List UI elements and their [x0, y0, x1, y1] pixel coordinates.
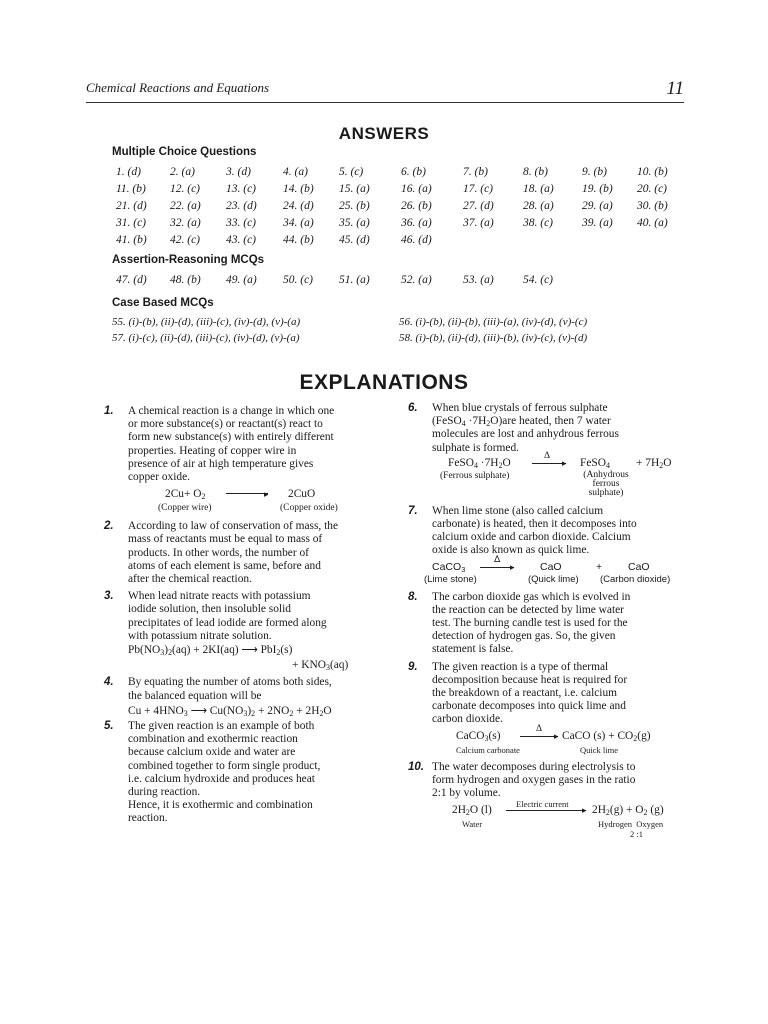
- mcq-answer: 34. (a): [283, 217, 314, 229]
- item-number: 1.: [104, 405, 114, 417]
- mcq-answer: 28. (a): [523, 200, 554, 212]
- text-line: When lime stone (also called calcium: [432, 504, 604, 517]
- assertion-answer: 47. (d): [116, 274, 147, 286]
- assertion-answer: 50. (c): [283, 274, 314, 286]
- mcq-answer: 15. (a): [339, 183, 370, 195]
- text-line: combined together to form single product,: [128, 759, 321, 772]
- explanation-5: [104, 720, 380, 826]
- text-line: during reaction.: [128, 786, 201, 799]
- text-line: sulphate is formed.: [432, 441, 519, 454]
- text-line: When blue crystals of ferrous sulphate: [432, 402, 608, 414]
- mcq-answer: 19. (b): [582, 183, 613, 195]
- assertion-answer: 52. (a): [401, 274, 432, 286]
- text-line: According to law of conservation of mass, the: [128, 520, 339, 533]
- explanations-heading: EXPLANATIONS: [299, 371, 469, 394]
- text-line: molecules are lost and anhydrous ferrous: [432, 428, 619, 441]
- explanation-2: [104, 520, 380, 586]
- text-line: products. In other words, the number of: [128, 546, 309, 559]
- assertion-answer: 48. (b): [170, 274, 201, 286]
- equation: $Cu + 4HNO_3$ ⟶ $Cu(NO_3)_2 + 2NO_2 + 2H_2O$: [128, 704, 332, 718]
- mcq-answer: 3. (d): [226, 166, 251, 178]
- text-line: test. The burning candle test is used for the: [432, 617, 628, 630]
- text-line: carbonate) is heated, then it decomposes into: [432, 518, 637, 531]
- mcq-answer: 14. (b): [283, 183, 314, 195]
- text-line: decomposition because heat is required for: [432, 673, 628, 686]
- text-line: When lead nitrate reacts with potassium: [128, 590, 311, 603]
- eq-label: (Anhydrous ferrous sulphate): [583, 469, 629, 498]
- explanations-right-column: [408, 402, 690, 840]
- mcq-answer: 22. (a): [170, 200, 201, 212]
- text-line: combination and exothermic reaction: [128, 733, 298, 746]
- item-number: 10.: [408, 760, 424, 773]
- equation-labels: [432, 818, 690, 828]
- item-number: 7.: [408, 504, 418, 517]
- eq-product: 2CuO: [288, 488, 316, 501]
- text-line: calcium oxide and carbon dioxide. Calcium: [432, 531, 631, 544]
- mcq-answer: 42. (c): [170, 234, 201, 246]
- assertion-answer: 49. (a): [226, 274, 257, 286]
- text-line: the reaction can be detected by lime water: [432, 603, 624, 616]
- equation-labels: [424, 573, 690, 587]
- mcq-answer: 35. (a): [339, 217, 370, 229]
- delta-symbol: Δ: [536, 723, 543, 734]
- text-line: (FeSO$_4$ $\cdot 7H_2O)are$ heated, then 7 water: [432, 415, 611, 429]
- mcq-answer: 6. (b): [401, 166, 426, 178]
- mcq-answer: 8. (b): [523, 166, 548, 178]
- mcq-answer: 26. (b): [401, 200, 432, 212]
- mcq-answer: 13. (c): [226, 183, 257, 195]
- text-line: properties. Heating of copper wire in: [128, 444, 297, 457]
- mcq-answer: 24. (d): [283, 200, 314, 212]
- equation: CaCO$_3$(s) Δ ▸ CaCO $(s) + CO_2(g)$: [456, 723, 651, 743]
- mcq-answer: 9. (b): [582, 166, 607, 178]
- text-line: i.e. calcium hydroxide and produces heat: [128, 772, 315, 785]
- equation: CaCO$_3$ Δ ▸ CaO + CaO: [432, 553, 650, 574]
- mcq-answer: 21. (d): [116, 200, 147, 212]
- text-line: form hydrogen and oxygen gases in the ratio: [432, 773, 636, 786]
- text-line: statement is false.: [432, 643, 514, 656]
- page-header: [86, 80, 684, 103]
- mcq-answer: 25. (b): [339, 200, 370, 212]
- explanation-10: [408, 761, 690, 839]
- text-line: 2:1 by volume.: [432, 787, 501, 800]
- text-line: The carbon dioxide gas which is evolved in: [432, 590, 631, 603]
- eq-label: Quick lime: [580, 744, 619, 755]
- mcq-answer: 40. (a): [637, 217, 668, 229]
- item-number: 5.: [104, 720, 114, 733]
- text-line: or more substance(s) or reactant(s) react to: [128, 418, 323, 431]
- eq-label: (Lime stone): [424, 573, 477, 585]
- chapter-title: Chemical Reactions and Equations: [86, 80, 270, 95]
- text-line: By equating the number of atoms both sides,: [128, 676, 332, 689]
- case-answer-58: 58. (i)-(b), (ii)-(d), (iii)-(b), (iv)-(c), (v)-(d): [399, 332, 588, 344]
- assertion-answer: 54. (c): [523, 274, 554, 286]
- delta-symbol: Δ: [544, 450, 551, 461]
- arrow-icon: [532, 463, 566, 464]
- mcq-answer: 7. (b): [463, 166, 488, 178]
- mcq-answer: 38. (c): [523, 217, 554, 229]
- arrow-icon: [520, 736, 558, 737]
- equation: $2Cu+ O_2$ ▸ 2CuO: [165, 488, 316, 502]
- eq-sub: 2: [201, 492, 206, 502]
- mcq-answer: 33. (c): [226, 217, 257, 229]
- mcq-answer: 18. (a): [523, 183, 554, 195]
- mcq-answer: 5. (c): [339, 166, 364, 178]
- text-line: A chemical reaction is a change in which one: [128, 405, 335, 417]
- equation: $Pb(NO_3)_2(aq) + 2KI(aq)$ ⟶ PbI$_2$(s): [128, 644, 293, 658]
- equation-labels: [128, 503, 380, 514]
- text-line: copper oxide.: [128, 471, 190, 484]
- mcq-heading: Multiple Choice Questions: [112, 146, 257, 158]
- case-answer-57: 57. (i)-(c), (ii)-(d), (iii)-(c), (iv)-(d), (v)-(a): [112, 332, 300, 344]
- mcq-answer: 1. (d): [116, 166, 141, 178]
- text-line: presence of air at high temperature gives: [128, 457, 314, 470]
- mcq-answer: 29. (a): [582, 200, 613, 212]
- case-answer-55: 55. (i)-(b), (ii)-(d), (iii)-(c), (iv)-(d), (v)-(a): [112, 316, 301, 328]
- text-line: The water decomposes during electrolysis to: [432, 760, 636, 773]
- mcq-answer: 46. (d): [401, 234, 432, 246]
- text-line: The given reaction is a type of thermal: [432, 660, 609, 673]
- text-line: form new substance(s) with entirely different: [128, 431, 334, 444]
- text-line: atoms of each element is same, before and: [128, 559, 321, 572]
- explanations-left-column: [104, 405, 380, 828]
- case-based-heading: Case Based MCQs: [112, 297, 214, 309]
- text-line: Hence, it is exothermic and combination: [128, 799, 313, 812]
- explanation-9: [408, 661, 690, 755]
- mcq-answer: 32. (a): [170, 217, 201, 229]
- equation-labels: [432, 471, 690, 503]
- text-line: detection of hydrogen gas. So, the given: [432, 630, 616, 643]
- explanation-4: [104, 676, 380, 718]
- answers-heading: ANSWERS: [338, 124, 430, 143]
- eq-label: Calcium carbonate: [456, 744, 520, 755]
- mcq-answer: 4. (a): [283, 166, 308, 178]
- equation: FeSO$_4$ $\cdot 7H_2O$ Δ ▸ FeSO$_4$ + $7H_2O$: [448, 450, 672, 470]
- mcq-answer: 41. (b): [116, 234, 147, 246]
- assertion-reasoning-heading: Assertion-Reasoning MCQs: [112, 254, 265, 266]
- text-line: The given reaction is an example of both: [128, 720, 315, 733]
- explanation-8: [408, 591, 690, 657]
- text-line: iodide solution, then insoluble solid: [128, 603, 291, 616]
- item-number: 4.: [104, 676, 114, 689]
- text-line: carbon dioxide.: [432, 713, 503, 726]
- condition-label: Electric current: [516, 799, 569, 810]
- text-line: after the chemical reaction.: [128, 573, 252, 586]
- text-line: with potassium nitrate solution.: [128, 629, 272, 642]
- mcq-answer: 30. (b): [637, 200, 668, 212]
- mcq-answer: 16. (a): [401, 183, 432, 195]
- text-line: precipitates of lead iodide are formed along: [128, 616, 327, 629]
- item-number: 8.: [408, 590, 418, 603]
- mcq-answer: 43. (c): [226, 234, 257, 246]
- text-line: because calcium oxide and water are: [128, 746, 296, 759]
- mcq-answer: 2. (a): [170, 166, 195, 178]
- mcq-answer: 17. (c): [463, 183, 494, 195]
- text-line: the balanced equation will be: [128, 689, 262, 702]
- arrow-icon: [226, 493, 268, 494]
- delta-symbol: Δ: [494, 553, 501, 565]
- eq-part: 2Cu+ O: [165, 488, 202, 501]
- assertion-answer: 53. (a): [463, 274, 494, 286]
- eq-label: (Ferrous sulphate): [440, 470, 510, 481]
- text-line: carbonate decomposes into quick lime and: [432, 700, 626, 713]
- page-number: 11: [666, 78, 684, 99]
- case-answer-56: 56. (i)-(b), (ii)-(b), (iii)-(a), (iv)-(d), (v)-(c): [399, 316, 588, 328]
- assertion-answer: 51. (a): [339, 274, 370, 286]
- eq-label: (Copper oxide): [280, 503, 338, 514]
- mcq-answer: 11. (b): [116, 183, 146, 195]
- text-line: oxide is also known as quick lime.: [432, 544, 590, 557]
- item-number: 6.: [408, 402, 418, 414]
- equation-labels: [432, 744, 690, 755]
- mcq-answer: 45. (d): [339, 234, 370, 246]
- eq-label: (Carbon dioxide): [600, 573, 671, 585]
- mcq-answer: 31. (c): [116, 217, 147, 229]
- equation: $2H_2O$ (l) Electric current ▸ $2H_2(g) + O_2$ (g): [452, 799, 664, 818]
- text-line: the breakdown of a reactant, i.e. calcium: [432, 687, 618, 700]
- explanation-6: [408, 402, 690, 503]
- eq-label: (Copper wire): [158, 503, 212, 514]
- eq-label: Hydrogen Oxygen: [598, 819, 664, 830]
- mcq-answer: 20. (c): [637, 183, 668, 195]
- text-line: reaction.: [128, 812, 168, 825]
- mcq-answer: 36. (a): [401, 217, 432, 229]
- ratio-label: 2 :1: [630, 829, 643, 840]
- text-line: mass of reactants must be equal to mass of: [128, 533, 323, 546]
- explanation-3: [104, 590, 380, 672]
- mcq-answer: 12. (c): [170, 183, 201, 195]
- mcq-answer: 37. (a): [463, 217, 494, 229]
- mcq-answer: 10. (b): [637, 166, 668, 178]
- mcq-answer: 39. (a): [582, 217, 613, 229]
- arrow-icon: [506, 810, 586, 811]
- mcq-answer: 27. (d): [463, 200, 494, 212]
- mcq-answer: 23. (d): [226, 200, 257, 212]
- explanation-7: [408, 505, 690, 587]
- explanation-1: [104, 405, 380, 514]
- mcq-answer: 44. (b): [283, 234, 314, 246]
- eq-label: Water: [462, 819, 483, 830]
- item-number: 3.: [104, 590, 114, 603]
- item-number: 9.: [408, 660, 418, 673]
- equation-continued: + $KNO_3(aq)$: [292, 659, 349, 673]
- item-number: 2.: [104, 520, 114, 533]
- eq-label: (Quick lime): [528, 573, 579, 585]
- arrow-icon: [480, 567, 514, 568]
